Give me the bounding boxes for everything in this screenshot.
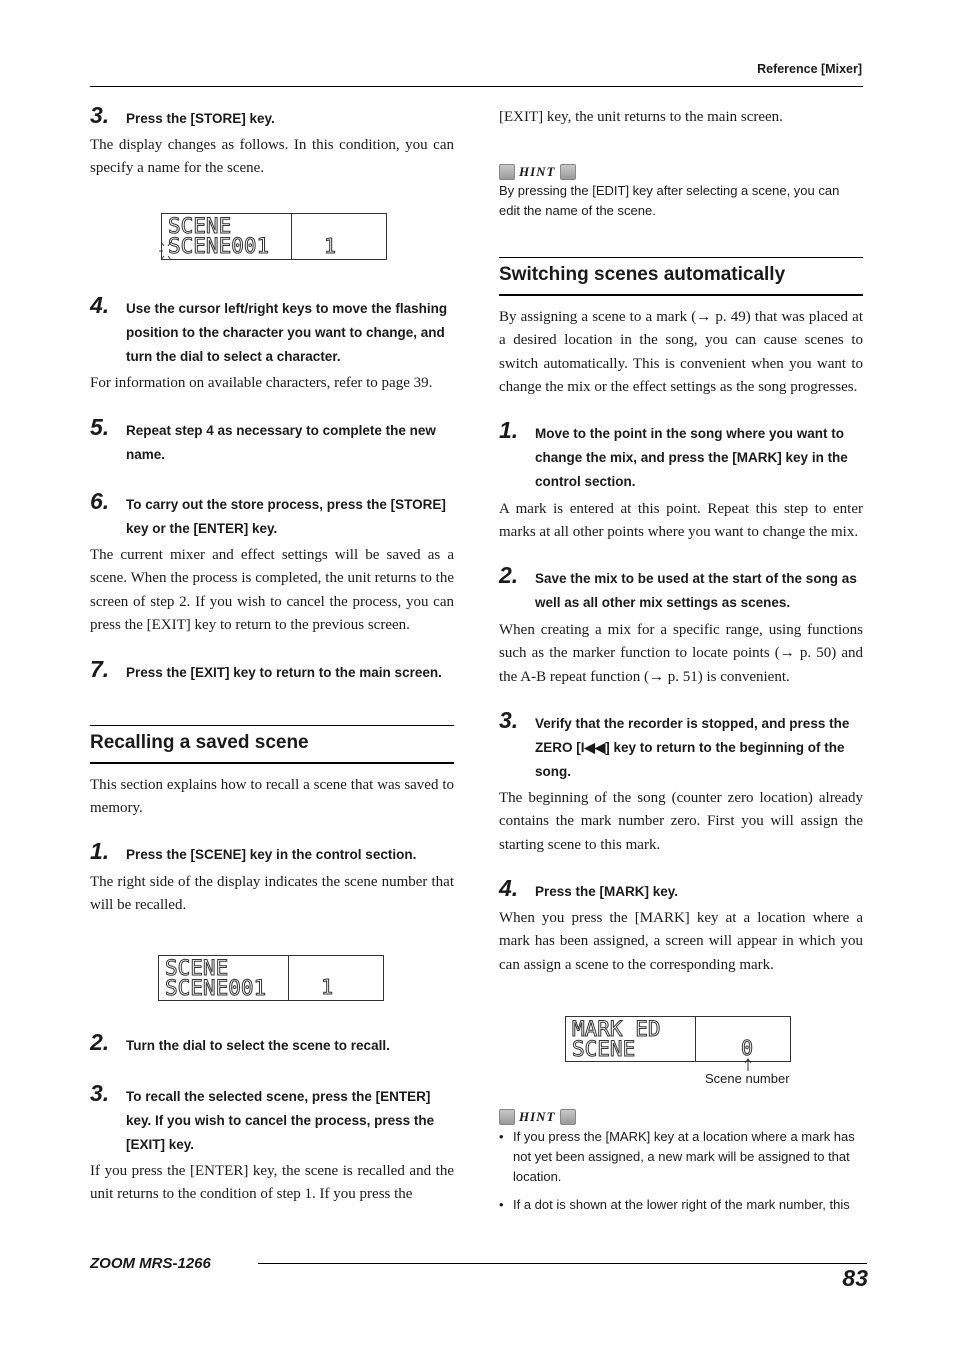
hint-bullet-text: If a dot is shown at the lower right of the mark number, this (513, 1197, 850, 1212)
auto-step-1 (499, 417, 863, 494)
lcd-display-recall (158, 955, 384, 1001)
step-4 (90, 292, 454, 369)
step-text: Use the cursor left/right keys to move the flashing position to the character you want to change, and turn the dial to select a character. (126, 301, 448, 364)
step-text: Press the [SCENE] key in the control section. (126, 847, 417, 862)
hint-bullet (499, 1195, 863, 1215)
step-text: Verify that the recorder is stopped, and press the ZERO [I◀◀] key to return to the beginning of the song. (535, 716, 850, 779)
paragraph: The beginning of the song (counter zero location) already contains the mark number zero. First you will assign the starting scene to this mark. (499, 790, 863, 853)
hint-right-marker-icon (560, 1109, 576, 1125)
lcd-line-1: MARK ED (572, 1017, 661, 1041)
hint-label: HINT (519, 1109, 556, 1124)
step-number: 2. (499, 562, 519, 588)
step-number: 3. (499, 707, 519, 733)
section-title: Switching scenes automatically (499, 264, 786, 285)
hint-box-2 (499, 1108, 863, 1215)
lcd-scene-number: 1 (321, 975, 334, 999)
auto-step-4 (499, 875, 863, 904)
step-text: Press the [EXIT] key to return to the main screen. (126, 665, 442, 680)
step-number: 6. (90, 488, 110, 514)
step-5 (90, 414, 454, 467)
paragraph: This section explains how to recall a scene that was saved to memory. (90, 777, 454, 817)
hint-text: By pressing the [EDIT] key after selecting a scene, you can edit the name of the scene. (499, 183, 840, 218)
hint-right-marker-icon (560, 164, 576, 180)
recall-step-3 (90, 1080, 454, 1157)
step-6 (90, 488, 454, 541)
step-number: 3. (90, 1080, 110, 1106)
lcd-line-1: SCENE (165, 956, 229, 980)
footer-title: ZOOM MRS-1266 (90, 1255, 211, 1272)
step-number: 2. (90, 1029, 110, 1055)
hint-left-marker-icon (499, 164, 515, 180)
lcd-display-store (161, 213, 387, 260)
hint-bullet (499, 1127, 863, 1187)
step-number: 3. (90, 102, 110, 128)
step-text: Press the [STORE] key. (126, 111, 275, 126)
section-heading (499, 257, 863, 296)
paragraph: If you press the [ENTER] key, the scene is recalled and the unit returns to the condition of step 1. If you press the (90, 1163, 454, 1203)
bullet-dot-icon: • (499, 1129, 504, 1144)
recall-step-2 (90, 1029, 454, 1058)
step-text: Move to the point in the song where you want to change the mix, and press the [MARK] key in the control section. (535, 426, 848, 489)
step-text: To recall the selected scene, press the [ENTER] key. If you wish to cancel the process, press the [EXIT] key. (126, 1089, 435, 1152)
arrow-up-icon (743, 1058, 753, 1072)
header-rule (90, 86, 863, 87)
lcd-scene-number: 0 (741, 1036, 754, 1060)
step-number: 5. (90, 414, 110, 440)
lcd-line-2: SCENE001 (168, 234, 270, 258)
step-text: To carry out the store process, press the [STORE] key or the [ENTER] key. (126, 497, 446, 536)
step-text: Save the mix to be used at the start of the song as well as all other mix settings as scenes. (535, 571, 857, 610)
paragraph: The right side of the display indicates the scene number that will be recalled. (90, 874, 454, 914)
section-heading (90, 725, 454, 764)
auto-step-2 (499, 562, 863, 615)
footer-rule (258, 1263, 867, 1264)
step-number: 7. (90, 656, 110, 682)
page-number: 83 (842, 1265, 868, 1291)
hint-box-1 (499, 163, 863, 221)
bullet-dot-icon: • (499, 1197, 504, 1212)
step-number: 4. (90, 292, 110, 318)
step-text: Press the [MARK] key. (535, 884, 679, 899)
step-3 (90, 102, 454, 131)
paragraph: By assigning a scene to a mark (→ p. 49) that was placed at a desired location in the song, you can cause scenes to switch automatically. This is convenient when you want to change the mix or the effect settings as the song progresses. (499, 309, 863, 395)
paragraph: [EXIT] key, the unit returns to the main screen. (499, 109, 783, 125)
paragraph: When creating a mix for a specific range, using functions such as the marker function to locate points (→ p. 50) and the A-B repeat function (→ p. 51) is convenient. (499, 622, 863, 685)
auto-step-3 (499, 707, 863, 784)
section-title: Recalling a saved scene (90, 732, 309, 753)
hint-label: HINT (519, 164, 556, 179)
lcd-scene-number: 1 (324, 234, 337, 258)
step-number: 1. (499, 417, 519, 443)
hint-bullet-text: If you press the [MARK] key at a location where a mark has not yet been assigned, a new mark will be assigned to that location. (513, 1129, 855, 1184)
lcd-line-1: SCENE (168, 214, 232, 238)
paragraph: A mark is entered at this point. Repeat this step to enter marks at all other points where you want to change the mix. (499, 501, 863, 541)
lcd-line-2: SCENE001 (165, 976, 267, 1000)
header-section: Reference [Mixer] (757, 62, 862, 76)
step-text: Turn the dial to select the scene to recall. (126, 1038, 390, 1053)
lcd-caption: Scene number (705, 1071, 790, 1086)
step-text: Repeat step 4 as necessary to complete the new name. (126, 423, 436, 462)
paragraph: The current mixer and effect settings will be saved as a scene. When the process is completed, the unit returns to the screen of step 2. If you wish to cancel the process, you can press the [EXIT] key to return to the previous screen. (90, 547, 454, 633)
recall-step-1 (90, 838, 454, 867)
step-number: 1. (90, 838, 110, 864)
flashing-cursor-icon (159, 240, 173, 262)
paragraph: For information on available characters, refer to page 39. (90, 375, 433, 391)
hint-left-marker-icon (499, 1109, 515, 1125)
step-number: 4. (499, 875, 519, 901)
step-7 (90, 656, 454, 685)
lcd-display-mark (565, 1016, 791, 1062)
paragraph: When you press the [MARK] key at a location where a mark has been assigned, a screen will appear in which you can assign a scene to the corresponding mark. (499, 910, 863, 973)
lcd-line-2: SCENE (572, 1037, 636, 1061)
paragraph: The display changes as follows. In this condition, you can specify a name for the scene. (90, 137, 454, 177)
